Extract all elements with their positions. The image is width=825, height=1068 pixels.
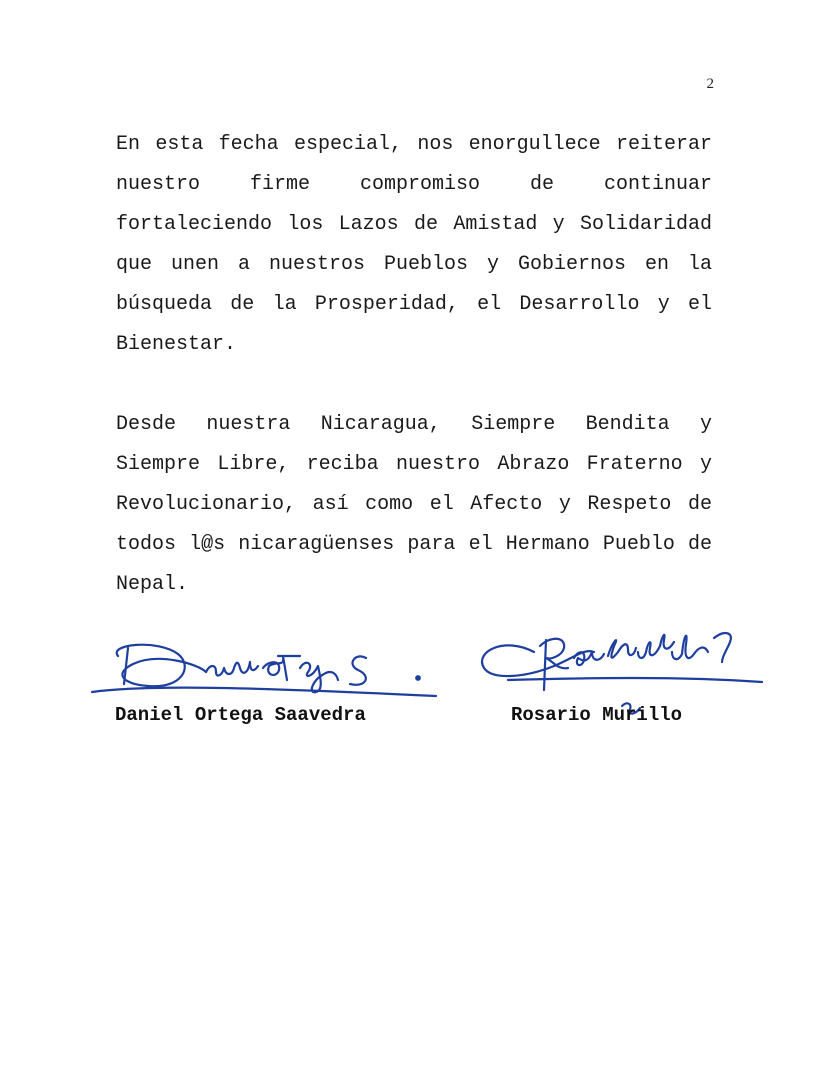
paragraph-greeting: Desde nuestra Nicaragua, Siempre Bendita y Siempre Libre, reciba nuestro Abrazo Fraterno y Revolucionario, así como el Afecto y Respeto de todos l@s nicaragüenses para el Hermano Pueblo de Nepal. (116, 413, 712, 596)
signatory-name-daniel-ortega: Daniel Ortega Saavedra (115, 704, 366, 726)
signatory-name-rosario-murillo: Rosario Murillo (511, 704, 683, 726)
paragraph-commitment: En esta fecha especial, nos enorgullece reiterar nuestro firme compromiso de continuar fortaleciendo los Lazos de Amistad y Solidaridad que unen a nuestros Pueblos y Gobiernos en la búsqueda de la Prosperidad, el Desarrollo y el Bienestar. (116, 133, 712, 356)
page-number: 2 (706, 76, 714, 92)
signature-daniel-ortega (88, 634, 443, 704)
